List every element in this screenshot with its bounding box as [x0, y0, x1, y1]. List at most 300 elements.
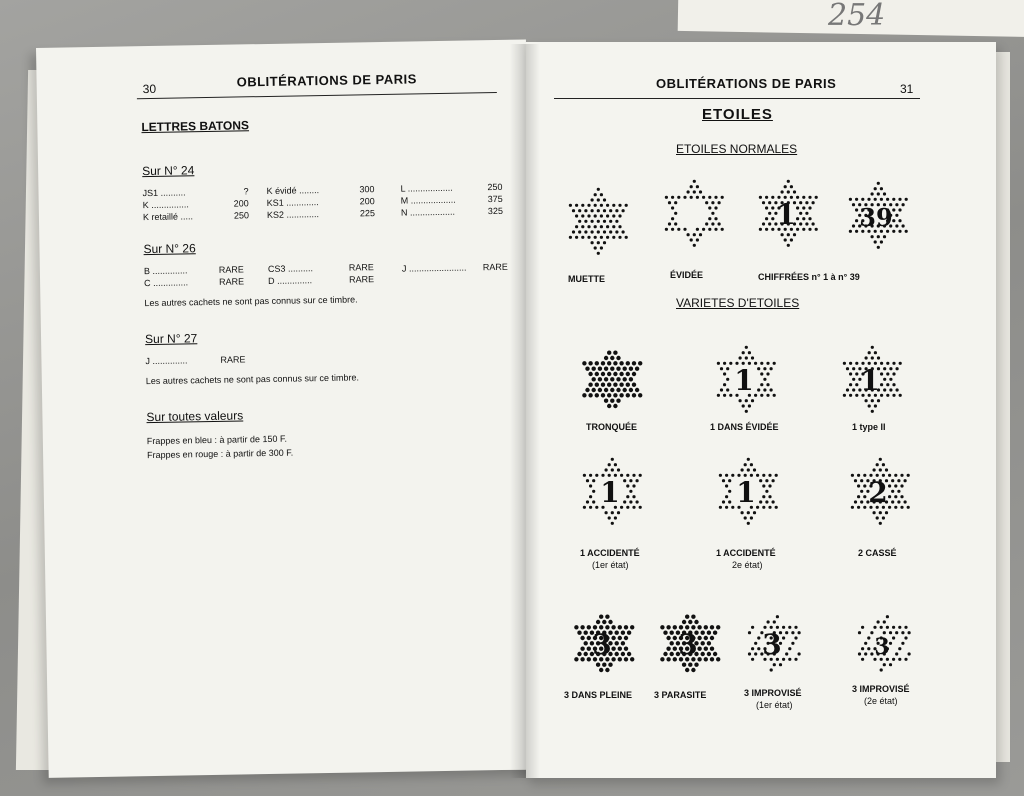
star-dot: [597, 209, 600, 212]
star-dot: [693, 190, 696, 193]
star-dot: [796, 217, 799, 220]
svg-text:39: 39: [859, 203, 893, 232]
star-dot: [601, 372, 605, 376]
star-dot: [592, 479, 595, 482]
star-dot: [604, 356, 608, 360]
star-dot: [771, 196, 774, 199]
star-dot: [629, 388, 633, 392]
star-dot: [620, 474, 623, 477]
star-dot: [609, 230, 612, 233]
star-dot: [613, 393, 617, 397]
star-dot: [854, 500, 857, 503]
star-dot: [768, 495, 771, 498]
star-dot: [699, 190, 702, 193]
star-dot: [632, 383, 636, 387]
sur27-note: Les autres cachets ne sont pas connus sur ce timbre.: [145, 372, 360, 387]
star-dot: [621, 631, 625, 635]
star-dot: [591, 209, 594, 212]
star-dot: [610, 356, 614, 360]
star-dot: [714, 206, 717, 209]
star-dot: [892, 362, 895, 365]
star-dot: [609, 209, 612, 212]
star-dot: [768, 506, 771, 509]
star-dot: [787, 180, 790, 183]
star-dot: [575, 214, 578, 217]
star-dot: [673, 625, 677, 629]
star-dot: [618, 225, 621, 228]
star-dot: [855, 372, 858, 375]
star-dot: [707, 641, 711, 645]
star-dot: [725, 474, 728, 477]
star-dot: [790, 238, 793, 241]
star-dot: [693, 180, 696, 183]
star-dot: [624, 636, 628, 640]
star-dot: [874, 351, 877, 354]
star-dot: [696, 196, 699, 199]
star-dot: [877, 246, 880, 249]
star-dot: [621, 641, 625, 645]
star-dot: [898, 208, 901, 211]
star-dot: [858, 652, 861, 655]
star-dot: [860, 490, 863, 493]
star-dot: [717, 362, 720, 365]
star-dot: [747, 468, 750, 471]
star-dot: [708, 217, 711, 220]
entry-value: 250: [487, 181, 503, 193]
star-dot: [636, 479, 639, 482]
star-dot: [763, 378, 766, 381]
star-dot: [798, 652, 801, 655]
star-dot: [886, 198, 889, 201]
star-dot: [857, 484, 860, 487]
star-dot: [750, 516, 753, 519]
star-dot: [610, 399, 614, 403]
star-dot: [623, 367, 627, 371]
star-dot: [723, 394, 726, 397]
star-dot: [765, 196, 768, 199]
star-dot: [877, 192, 880, 195]
star-dot: [863, 474, 866, 477]
star-dot: [857, 495, 860, 498]
star-dot: [895, 631, 898, 634]
star-dot: [765, 500, 768, 503]
star-dot: [622, 230, 625, 233]
star-dot: [612, 225, 615, 228]
star-dot: [670, 641, 674, 645]
star-dot: [852, 378, 855, 381]
star-dot: [618, 657, 622, 661]
star-dot: [601, 383, 605, 387]
star-dot: [865, 399, 868, 402]
star-tronquee: [570, 338, 650, 422]
star-dot: [578, 230, 581, 233]
left-running-header: OBLITÉRATIONS DE PARIS: [236, 71, 417, 90]
caption-1-accidente-2-etat: 2e état): [732, 560, 763, 570]
caption-3-improvise-1: 3 IMPROVISÉ: [744, 688, 802, 698]
star-dot: [611, 522, 614, 525]
toutes-line-2: Frappes en rouge : à partir de 300 F.: [147, 447, 294, 461]
star-dot: [852, 388, 855, 391]
star-dot: [619, 393, 623, 397]
left-page: [36, 39, 539, 777]
star-dot: [883, 367, 886, 370]
sur26-note: Les autres cachets ne sont pas connus sur ce timbre.: [144, 294, 358, 309]
star-dot: [597, 198, 600, 201]
star-dot: [569, 236, 572, 239]
star-dot: [773, 362, 776, 365]
star-dot: [584, 209, 587, 212]
star-dot: [665, 196, 668, 199]
star-dot: [886, 615, 889, 618]
star-dot: [747, 511, 750, 514]
star-dot: [607, 404, 611, 408]
star-dot: [589, 506, 592, 509]
star-dot: [600, 193, 603, 196]
star-dot: [718, 201, 721, 204]
star-dot: [616, 388, 620, 392]
star-dot: [704, 636, 708, 640]
star-dot: [685, 615, 689, 619]
star-dot: [572, 230, 575, 233]
entry-label: J ..............: [145, 355, 188, 367]
star-dot: [781, 233, 784, 236]
star-dot: [849, 198, 852, 201]
star-dot: [584, 641, 588, 645]
star-dot: [808, 217, 811, 220]
star-dot: [605, 468, 608, 471]
star-dot: [615, 220, 618, 223]
star-dot: [770, 367, 773, 370]
star-dot: [618, 204, 621, 207]
star-dot: [610, 367, 614, 371]
star-dot: [716, 625, 720, 629]
star-dot: [599, 615, 603, 619]
star-dot: [886, 626, 889, 629]
star-dot: [622, 209, 625, 212]
star-dot: [575, 204, 578, 207]
star-dot: [584, 230, 587, 233]
star-dot: [865, 356, 868, 359]
star-dot: [760, 394, 763, 397]
star-dot: [794, 626, 797, 629]
star-dot: [892, 636, 895, 639]
star-dot: [687, 190, 690, 193]
star-dot: [904, 479, 907, 482]
star-dot: [879, 511, 882, 514]
star-dot: [754, 642, 757, 645]
svg-text:1: 1: [736, 476, 756, 509]
star-dot: [855, 362, 858, 365]
star-dot: [614, 516, 617, 519]
star-dot: [704, 657, 708, 661]
star-dot: [898, 219, 901, 222]
sur27-title: Sur N° 27: [144, 331, 198, 347]
star-dot: [597, 188, 600, 191]
star-dot: [728, 500, 731, 503]
star-dot: [808, 228, 811, 231]
star-dot: [762, 506, 765, 509]
star-dot: [722, 500, 725, 503]
star-dot: [619, 361, 623, 365]
star-dot: [765, 479, 768, 482]
star-dot: [635, 367, 639, 371]
star-dot: [745, 356, 748, 359]
star-dot: [587, 214, 590, 217]
star-1-accidente-2: [706, 450, 786, 534]
star-dot: [626, 393, 630, 397]
star-dot: [849, 362, 852, 365]
entry-label: B ..............: [143, 265, 188, 277]
star-dot: [880, 362, 883, 365]
star-dot: [720, 388, 723, 391]
star-dot: [574, 625, 578, 629]
star-dot: [632, 372, 636, 376]
caption-3-dans-pleine: 3 DANS PLEINE: [564, 690, 633, 700]
star-dot: [714, 196, 717, 199]
star-dot: [592, 388, 596, 392]
star-dot: [627, 652, 631, 656]
star-dot: [569, 204, 572, 207]
star-dot: [759, 228, 762, 231]
star-dot: [623, 388, 627, 392]
star-dot: [581, 214, 584, 217]
entry-value: 250: [233, 210, 250, 221]
star-dot: [595, 393, 599, 397]
star-3-improvise-2: [842, 602, 922, 686]
star-dot: [581, 236, 584, 239]
star-dot: [635, 388, 639, 392]
star-dot: [623, 500, 626, 503]
star-dot: [625, 204, 628, 207]
entry-label: JS1 ..........: [142, 187, 186, 199]
svg-text:1: 1: [734, 364, 754, 397]
star-dot: [756, 474, 759, 477]
star-dot: [854, 479, 857, 482]
star-dot: [638, 393, 642, 397]
star-dot: [907, 474, 910, 477]
star-dot: [702, 228, 705, 231]
star-dot: [880, 372, 883, 375]
star-dot: [601, 393, 605, 397]
star-dot: [766, 394, 769, 397]
star-dot: [597, 220, 600, 223]
star-dot: [871, 410, 874, 413]
star-dot: [707, 631, 711, 635]
star-dot: [697, 647, 701, 651]
toutes-title: Sur toutes valeurs: [146, 408, 244, 425]
star-dot: [591, 230, 594, 233]
star-dot: [602, 620, 606, 624]
star-dot: [855, 198, 858, 201]
star-dot: [666, 657, 670, 661]
star-dot: [710, 625, 714, 629]
star-dot: [626, 506, 629, 509]
star-dot: [892, 383, 895, 386]
star-dot: [731, 474, 734, 477]
star-dot: [815, 196, 818, 199]
star-dot: [711, 212, 714, 215]
star-dot: [861, 647, 864, 650]
caption-3-improvise-2: 3 IMPROVISÉ: [852, 684, 910, 694]
star-3-dans-pleine: [562, 602, 642, 686]
star-dot: [805, 222, 808, 225]
star-dot: [619, 372, 623, 376]
star-dot: [858, 631, 861, 634]
star-dot: [784, 238, 787, 241]
caption-1-dans-evidee: 1 DANS ÉVIDÉE: [710, 422, 779, 432]
star-dot: [898, 198, 901, 201]
star-dot: [742, 404, 745, 407]
star-dot: [625, 236, 628, 239]
star-dot: [883, 388, 886, 391]
star-dot: [902, 203, 905, 206]
star-dot: [898, 230, 901, 233]
star-dot: [791, 642, 794, 645]
star-dot: [754, 652, 757, 655]
section-title: LETTRES BATONS: [141, 118, 250, 135]
star-dot: [613, 351, 617, 355]
star-dot: [666, 647, 670, 651]
star-dot: [871, 356, 874, 359]
star-dot: [615, 230, 618, 233]
header-rule: [137, 92, 497, 99]
star-dot: [739, 399, 742, 402]
star-dot: [725, 495, 728, 498]
star-dot: [629, 500, 632, 503]
star-dot: [611, 657, 615, 661]
entry-value: 200: [359, 196, 375, 207]
star-dot: [607, 372, 611, 376]
star-dot: [588, 361, 592, 365]
star-dot: [717, 394, 720, 397]
star-dot: [597, 230, 600, 233]
star-dot: [888, 495, 891, 498]
star-dot: [861, 626, 864, 629]
star-dot: [901, 631, 904, 634]
svg-text:3: 3: [762, 628, 782, 661]
star-dot: [591, 241, 594, 244]
star-dot: [707, 652, 711, 656]
star-dot: [623, 377, 627, 381]
star-dot: [898, 647, 901, 650]
star-dot: [747, 522, 750, 525]
star-dot: [587, 204, 590, 207]
star-dot: [682, 663, 686, 667]
star-dot: [603, 198, 606, 201]
star-dot: [607, 351, 611, 355]
star-dot: [626, 361, 630, 365]
star-dot: [694, 620, 698, 624]
star-dot: [773, 394, 776, 397]
star-1-dans-evidee: [704, 338, 784, 422]
star-dot: [782, 658, 785, 661]
star-dot: [721, 196, 724, 199]
star-dot: [745, 399, 748, 402]
star-dot: [618, 625, 622, 629]
star-1-accidente-1: [570, 450, 650, 534]
star-dot: [621, 652, 625, 656]
star-dot: [589, 484, 592, 487]
star-dot: [636, 500, 639, 503]
star-dot: [610, 377, 614, 381]
star-dot: [897, 479, 900, 482]
star-dot: [704, 647, 708, 651]
star-dot: [663, 652, 667, 656]
star-dot: [747, 458, 750, 461]
star-dot: [701, 631, 705, 635]
star-dot: [857, 474, 860, 477]
toutes-line-1: Frappes en bleu : à partir de 150 F.: [146, 433, 288, 447]
star-dot: [609, 220, 612, 223]
star-dot: [701, 652, 705, 656]
star-muette: [556, 180, 636, 264]
star-dot: [705, 222, 708, 225]
star-dot: [600, 246, 603, 249]
star-dot: [787, 190, 790, 193]
star-dot: [759, 479, 762, 482]
star-dot: [765, 490, 768, 493]
star-dot: [611, 625, 615, 629]
star-dot: [601, 361, 605, 365]
entry-value: RARE: [218, 264, 244, 275]
star-dot: [888, 484, 891, 487]
caption-muette: MUETTE: [568, 274, 605, 284]
star-dot: [782, 636, 785, 639]
star-dot: [846, 388, 849, 391]
star-dot: [582, 361, 586, 365]
star-dot: [799, 201, 802, 204]
star-dot: [763, 388, 766, 391]
star-dot: [624, 647, 628, 651]
star-dot: [713, 652, 717, 656]
entry-label: KS2 .............: [266, 209, 320, 220]
star-dot: [588, 383, 592, 387]
star-dot: [759, 500, 762, 503]
entry-label: C ..............: [144, 277, 189, 289]
star-dot: [815, 228, 818, 231]
star-dot: [871, 346, 874, 349]
star-dot: [879, 522, 882, 525]
star-dot: [877, 356, 880, 359]
star-dot: [843, 362, 846, 365]
star-dot: [892, 658, 895, 661]
star-dot: [599, 668, 603, 672]
star-dot: [794, 658, 797, 661]
star-dot: [606, 236, 609, 239]
star-dot: [597, 252, 600, 255]
star-dot: [605, 668, 609, 672]
star-dot: [802, 206, 805, 209]
star-dot: [575, 236, 578, 239]
star-dot: [595, 383, 599, 387]
star-dot: [606, 204, 609, 207]
star-dot: [630, 625, 634, 629]
star-dot: [892, 198, 895, 201]
star-dot: [716, 657, 720, 661]
star-dot: [626, 383, 630, 387]
star-dot: [895, 203, 898, 206]
star-dot: [598, 377, 602, 381]
star-dot: [701, 641, 705, 645]
star-dot: [876, 516, 879, 519]
star-dot: [751, 658, 754, 661]
star-dot: [791, 631, 794, 634]
star-dot: [600, 236, 603, 239]
star-dot: [586, 479, 589, 482]
star-dot: [673, 657, 677, 661]
entry-label: KS1 .............: [266, 197, 319, 208]
star-dot: [674, 212, 677, 215]
